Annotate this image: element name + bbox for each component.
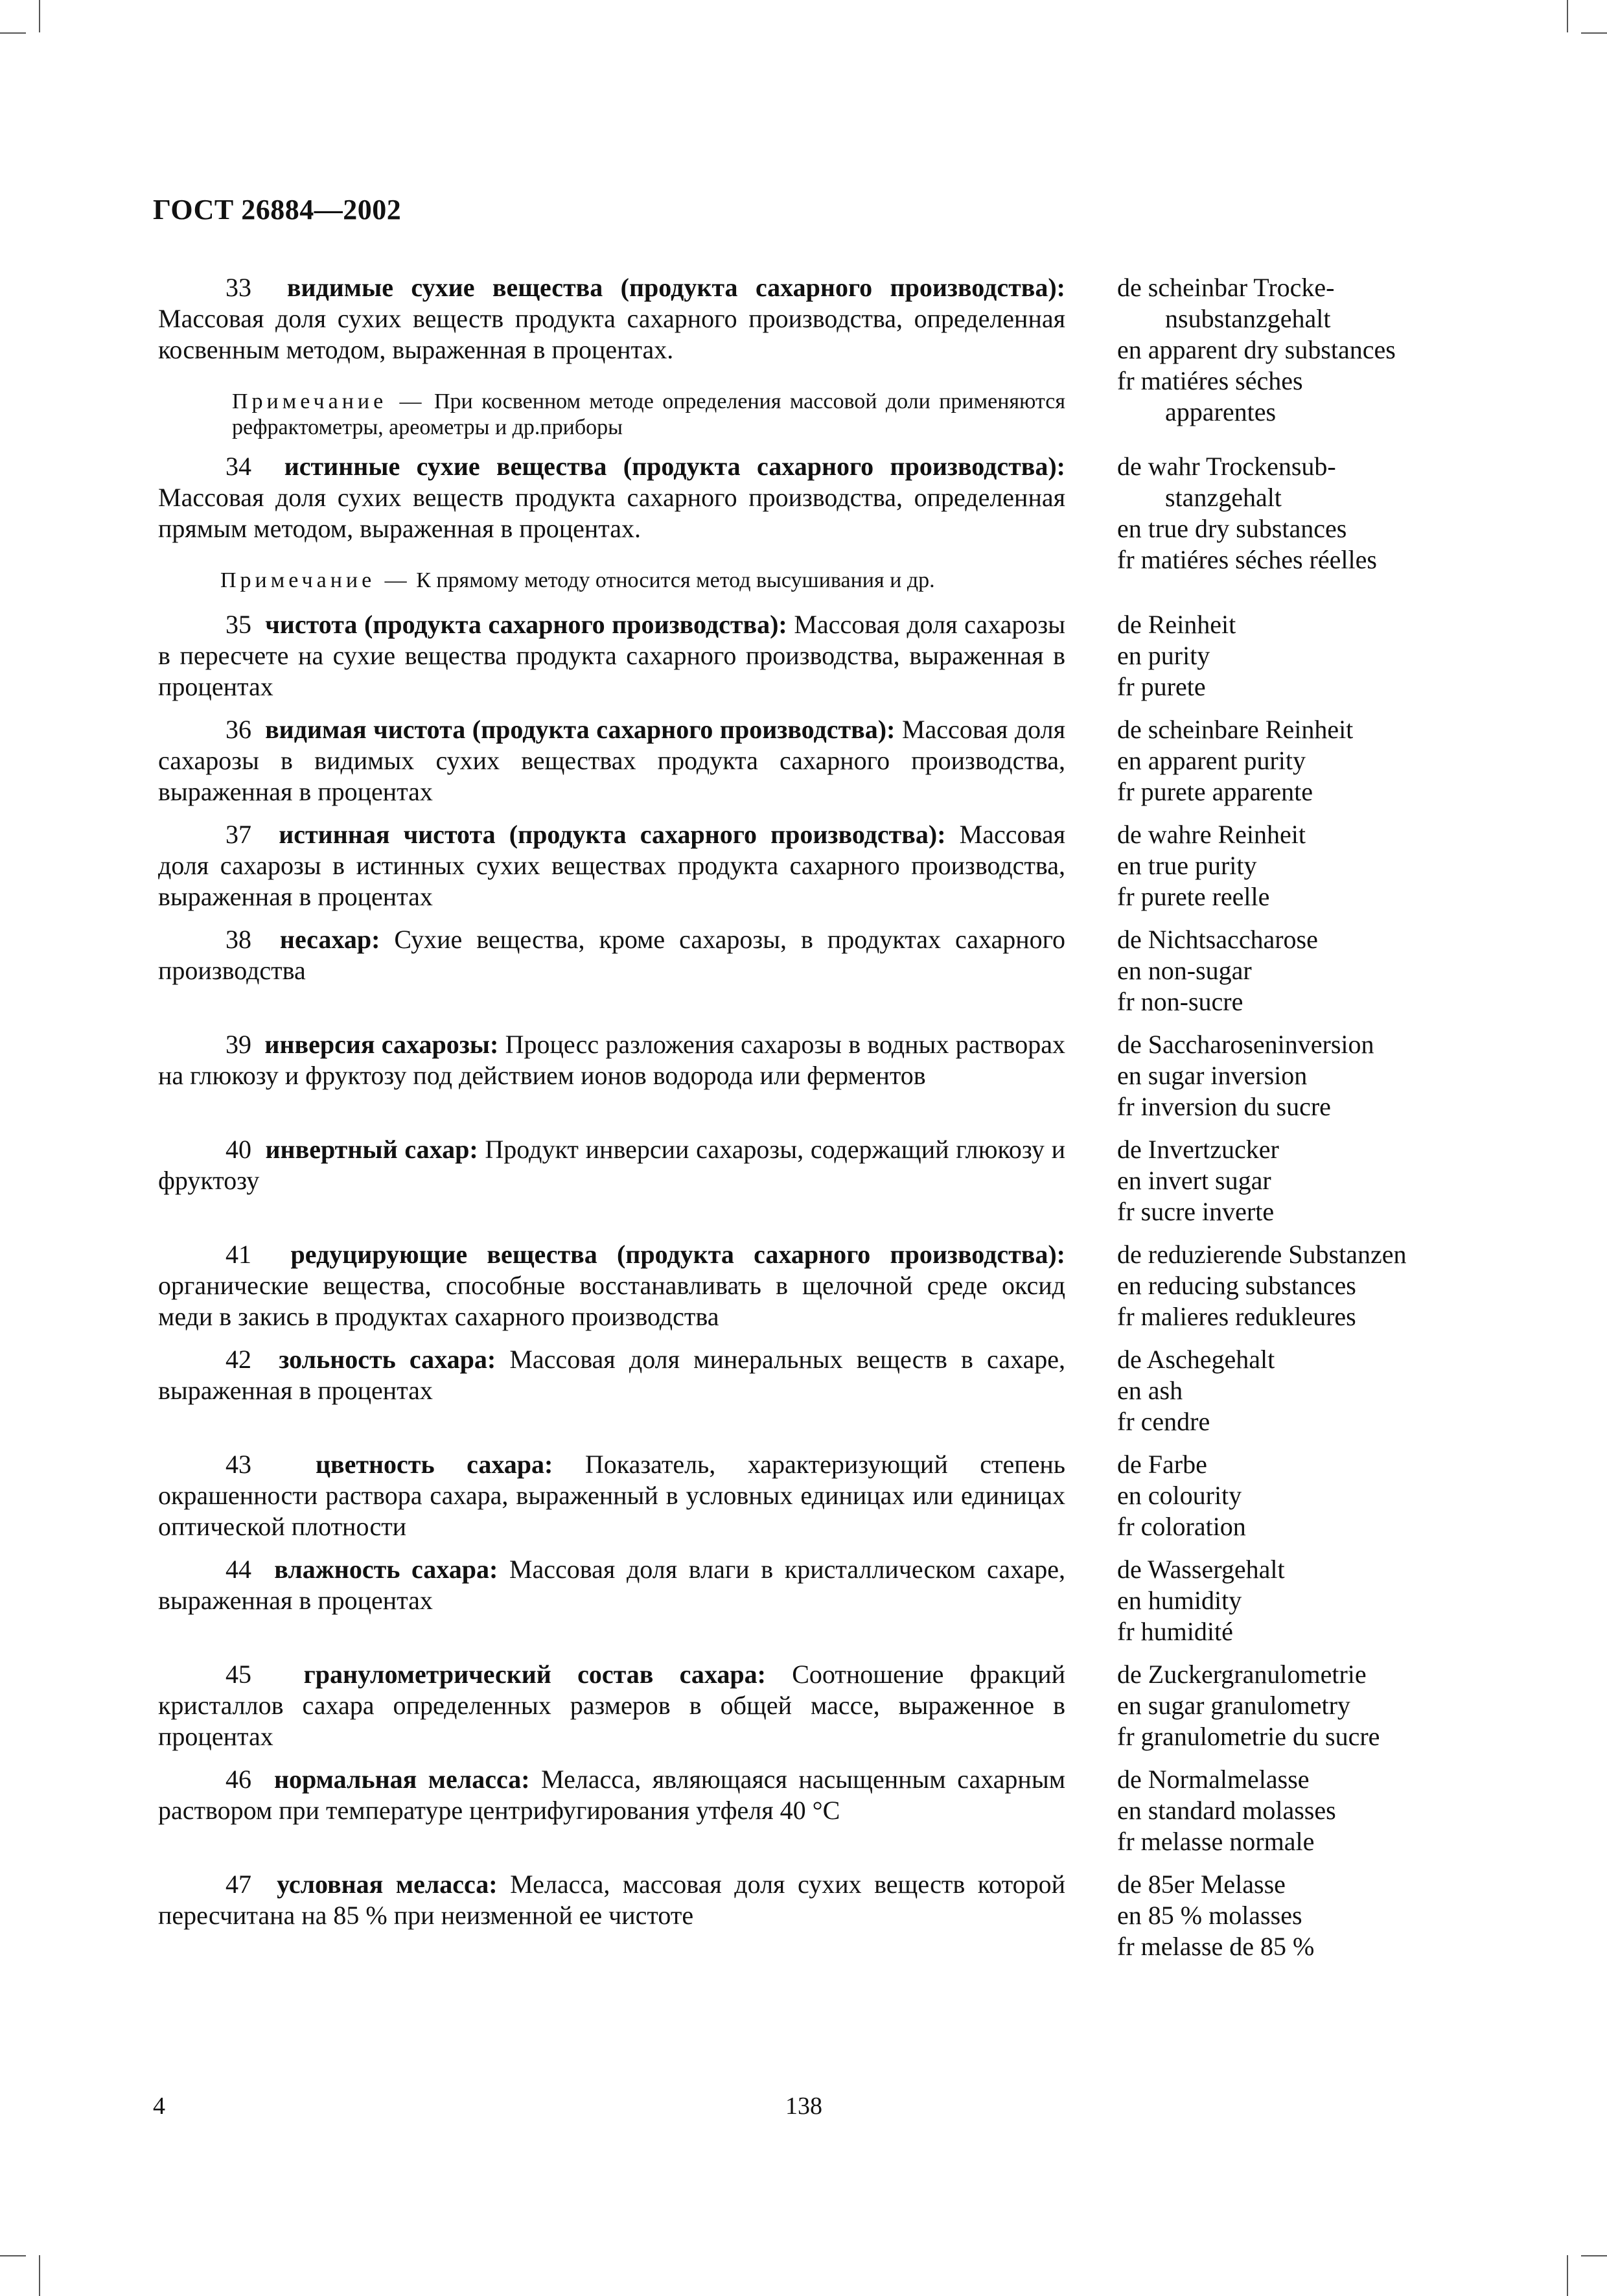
- term-number: 47: [225, 1870, 251, 1899]
- translation-de: de Normalmelasse: [1117, 1765, 1310, 1794]
- term-definition-text: органические вещества, способные восстанавливать в щелочной среде оксид меди в закись в продуктах сахарного производства: [158, 1271, 1065, 1331]
- term-translations: [1117, 1344, 1454, 1437]
- term-definition: [158, 272, 1065, 441]
- translation-fr: fr matiéres séches: [1117, 366, 1303, 395]
- term-entry: [158, 1449, 1454, 1542]
- crop-mark-top-left-v: [39, 0, 40, 32]
- translation-de: de Reinheit: [1117, 610, 1236, 639]
- translation-en: en true purity: [1117, 851, 1257, 880]
- term-name: зольность сахара:: [279, 1345, 496, 1374]
- term-definition-text: Сухие вещества, кроме сахарозы, в продуктах сахарного производства: [158, 925, 1066, 985]
- crop-mark-top-right-v: [1567, 0, 1568, 32]
- translation-de: de scheinbare Reinheit: [1117, 715, 1354, 744]
- term-definition: [158, 1449, 1065, 1542]
- term-number: 36: [225, 715, 251, 744]
- term-name: инвертный сахар:: [265, 1135, 478, 1164]
- term-entry: [158, 272, 1454, 441]
- translation-en: en standard molasses: [1117, 1796, 1336, 1825]
- page-number-center: 138: [785, 2093, 822, 2120]
- term-entry: [158, 1344, 1454, 1437]
- note-text: К прямому методу относится метод высушивания и др.: [416, 568, 935, 592]
- crop-mark-bottom-right-h: [1581, 2255, 1607, 2256]
- term-name: нормальная меласса:: [273, 1765, 530, 1794]
- term-number: 44: [225, 1555, 251, 1584]
- note-text: При косвенном методе определения массовой доли применяются рефрактометры, ареометры и др.приборы: [232, 389, 1066, 439]
- translation-de: de wahr Trockensub-: [1117, 452, 1336, 481]
- translation-de: de Invertzucker: [1117, 1135, 1279, 1164]
- note-label: Примечание —: [232, 389, 426, 413]
- crop-mark-top-right-h: [1581, 32, 1607, 34]
- document-header: ГОСТ 26884—2002: [153, 194, 402, 226]
- translation-en: en humidity: [1117, 1586, 1242, 1615]
- crop-mark-top-left-h: [0, 32, 26, 34]
- term-name: несахар:: [279, 925, 380, 954]
- translation-fr-cont: apparentes: [1165, 397, 1277, 426]
- term-entry: [158, 714, 1454, 807]
- term-name: редуцирующие вещества (продукта сахарного производства):: [290, 1240, 1065, 1269]
- term-definition: [158, 1554, 1065, 1647]
- term-name: гранулометрический состав сахара:: [303, 1660, 766, 1689]
- term-number: 37: [225, 820, 251, 849]
- translation-fr: fr purete reelle: [1117, 882, 1270, 911]
- translation-fr: fr melasse normale: [1117, 1827, 1315, 1856]
- term-number: 46: [225, 1765, 251, 1794]
- term-number: 41: [225, 1240, 251, 1269]
- translation-de: de wahre Reinheit: [1117, 820, 1306, 849]
- term-entry: [158, 1659, 1454, 1752]
- translation-de: de Saccharoseninversion: [1117, 1030, 1374, 1059]
- term-definition-text: Массовая доля минеральных веществ в сахаре, выраженная в процентах: [158, 1345, 1065, 1405]
- term-translations: [1117, 609, 1454, 702]
- crop-mark-bottom-left-h: [0, 2255, 26, 2256]
- term-entry: [158, 924, 1454, 1017]
- term-translations: [1117, 451, 1454, 594]
- term-definition-text: Массовая доля сахарозы в истинных сухих веществах продукта сахарного производства, выраженная в процентах: [158, 820, 1066, 911]
- term-translations: [1117, 1659, 1454, 1752]
- term-name: условная меласса:: [277, 1870, 498, 1899]
- page-number-left: 4: [153, 2093, 165, 2120]
- term-translations: [1117, 714, 1454, 807]
- term-note: [158, 389, 1065, 441]
- term-definition: [158, 451, 1065, 594]
- translation-fr: fr humidité: [1117, 1617, 1233, 1646]
- translation-en: en apparent dry substances: [1117, 335, 1396, 364]
- term-definition-text: Массовая доля сухих веществ продукта сахарного производства, определенная косвенным методом, выраженная в процентах.: [158, 304, 1065, 364]
- term-name: видимые сухие вещества (продукта сахарного производства):: [286, 273, 1066, 302]
- term-definition: [158, 819, 1065, 912]
- term-definition-text: Массовая доля сахарозы в пересчете на сухие вещества продукта сахарного производства, выраженная в процентах: [158, 610, 1066, 701]
- term-definition-text: Процесс разложения сахарозы в водных растворах на глюкозу и фруктозу под действием ионов водорода или ферментов: [158, 1030, 1065, 1090]
- term-definition: [158, 1764, 1065, 1857]
- term-entry: [158, 819, 1454, 912]
- term-name: истинная чистота (продукта сахарного производства):: [279, 820, 946, 849]
- translation-en: en colourity: [1117, 1481, 1242, 1510]
- term-note: [158, 568, 1065, 594]
- translation-de-cont: nsubstanzgehalt: [1165, 304, 1331, 333]
- term-definition-text: Меласса, являющаяся насыщенным сахарным раствором при температуре центрифугирования утфеля 40 °С: [158, 1765, 1066, 1825]
- translation-de: de Wassergehalt: [1117, 1555, 1285, 1584]
- term-definition: [158, 1239, 1065, 1332]
- term-entry: [158, 1764, 1454, 1857]
- crop-mark-bottom-right-v: [1567, 2255, 1568, 2296]
- term-number: 43: [225, 1450, 251, 1479]
- term-number: 39: [225, 1030, 251, 1059]
- term-definition: [158, 1029, 1065, 1122]
- translation-en: en non-sugar: [1117, 956, 1252, 985]
- term-number: 34: [225, 452, 251, 481]
- term-definition: [158, 714, 1065, 807]
- term-number: 35: [225, 610, 251, 639]
- translation-de-cont: stanzgehalt: [1165, 483, 1282, 512]
- term-entry: [158, 1239, 1454, 1332]
- term-entry: [158, 451, 1454, 594]
- term-name: видимая чистота (продукта сахарного производства):: [265, 715, 896, 744]
- term-translations: [1117, 1134, 1454, 1227]
- translation-fr: fr purete: [1117, 672, 1206, 701]
- term-number: 40: [225, 1135, 251, 1164]
- term-translations: [1117, 272, 1454, 441]
- term-definition: [158, 924, 1065, 1017]
- translation-de: de Nichtsaccharose: [1117, 925, 1318, 954]
- term-definition: [158, 609, 1065, 702]
- term-translations: [1117, 819, 1454, 912]
- crop-mark-bottom-left-v: [39, 2255, 40, 2296]
- translation-en: en reducing substances: [1117, 1271, 1356, 1300]
- translation-fr: fr cendre: [1117, 1407, 1210, 1436]
- term-definition-text: Меласса, массовая доля сухих веществ которой пересчитана на 85 % при неизменной ее чистоте: [158, 1870, 1065, 1930]
- translation-fr: fr sucre inverte: [1117, 1197, 1275, 1226]
- translation-en: en sugar granulometry: [1117, 1691, 1350, 1720]
- term-entry: [158, 609, 1454, 702]
- term-entry: [158, 1134, 1454, 1227]
- translation-de: de 85er Melasse: [1117, 1870, 1286, 1899]
- translation-fr: fr granulometrie du sucre: [1117, 1722, 1380, 1751]
- term-entry: [158, 1029, 1454, 1122]
- term-definition: [158, 1659, 1065, 1752]
- translation-de: de Zuckergranulometrie: [1117, 1660, 1367, 1689]
- translation-de: de scheinbar Trocke-: [1117, 273, 1335, 302]
- term-entry: [158, 1554, 1454, 1647]
- translation-en: en purity: [1117, 641, 1210, 670]
- term-name: инверсия сахарозы:: [264, 1030, 499, 1059]
- translation-en: en ash: [1117, 1376, 1183, 1405]
- note-label: Примечание —: [220, 568, 411, 592]
- term-translations: [1117, 1869, 1454, 1962]
- translation-fr: fr melasse de 85 %: [1117, 1932, 1315, 1961]
- term-translations: [1117, 1554, 1454, 1647]
- translation-de: de Aschegehalt: [1117, 1345, 1275, 1374]
- term-translations: [1117, 1764, 1454, 1857]
- translation-fr: fr non-sucre: [1117, 987, 1243, 1016]
- term-definition-text: Массовая доля сухих веществ продукта сахарного производства, определенная прямым методом, выраженная в процентах.: [158, 483, 1065, 543]
- term-translations: [1117, 1449, 1454, 1542]
- term-number: 33: [225, 273, 251, 302]
- translation-fr: fr purete apparente: [1117, 777, 1313, 806]
- translation-en: en invert sugar: [1117, 1166, 1271, 1195]
- term-definition: [158, 1134, 1065, 1227]
- translation-en: en sugar inversion: [1117, 1061, 1308, 1090]
- translation-en: en true dry substances: [1117, 514, 1347, 543]
- term-name: влажность сахара:: [274, 1555, 498, 1584]
- term-number: 38: [225, 925, 251, 954]
- term-translations: [1117, 924, 1454, 1017]
- term-definition-text: Массовая доля влаги в кристаллическом сахаре, выраженная в процентах: [158, 1555, 1066, 1615]
- term-definition-text: Показатель, характеризующий степень окрашенности раствора сахара, выраженный в условных единицах или единицах оптической плотности: [158, 1450, 1066, 1541]
- term-name: цветность сахара:: [315, 1450, 553, 1479]
- term-definition-text: Соотношение фракций кристаллов сахара определенных размеров в общей массе, выраженное в процентах: [158, 1660, 1066, 1751]
- term-translations: [1117, 1029, 1454, 1122]
- term-definition-text: Продукт инверсии сахарозы, содержащий глюкозу и фруктозу: [158, 1135, 1066, 1195]
- term-name: истинные сухие вещества (продукта сахарного производства):: [284, 452, 1066, 481]
- term-entry: [158, 1869, 1454, 1962]
- translation-en: en apparent purity: [1117, 746, 1306, 775]
- term-definition: [158, 1869, 1065, 1962]
- term-number: 45: [225, 1660, 251, 1689]
- translation-fr: fr coloration: [1117, 1512, 1246, 1541]
- term-translations: [1117, 1239, 1454, 1332]
- translation-fr: fr inversion du sucre: [1117, 1092, 1331, 1121]
- translation-fr: fr malieres redukleures: [1117, 1302, 1356, 1331]
- translation-fr: fr matiéres séches réelles: [1117, 545, 1377, 574]
- terms-list: [158, 272, 1454, 1962]
- translation-en: en 85 % molasses: [1117, 1901, 1302, 1930]
- term-definition-text: Массовая доля сахарозы в видимых сухих веществах продукта сахарного производства, выраженная в процентах: [158, 715, 1065, 806]
- term-definition: [158, 1344, 1065, 1437]
- translation-de: de reduzierende Substanzen: [1117, 1240, 1407, 1269]
- term-name: чистота (продукта сахарного производства):: [265, 610, 787, 639]
- translation-de: de Farbe: [1117, 1450, 1207, 1479]
- term-number: 42: [225, 1345, 251, 1374]
